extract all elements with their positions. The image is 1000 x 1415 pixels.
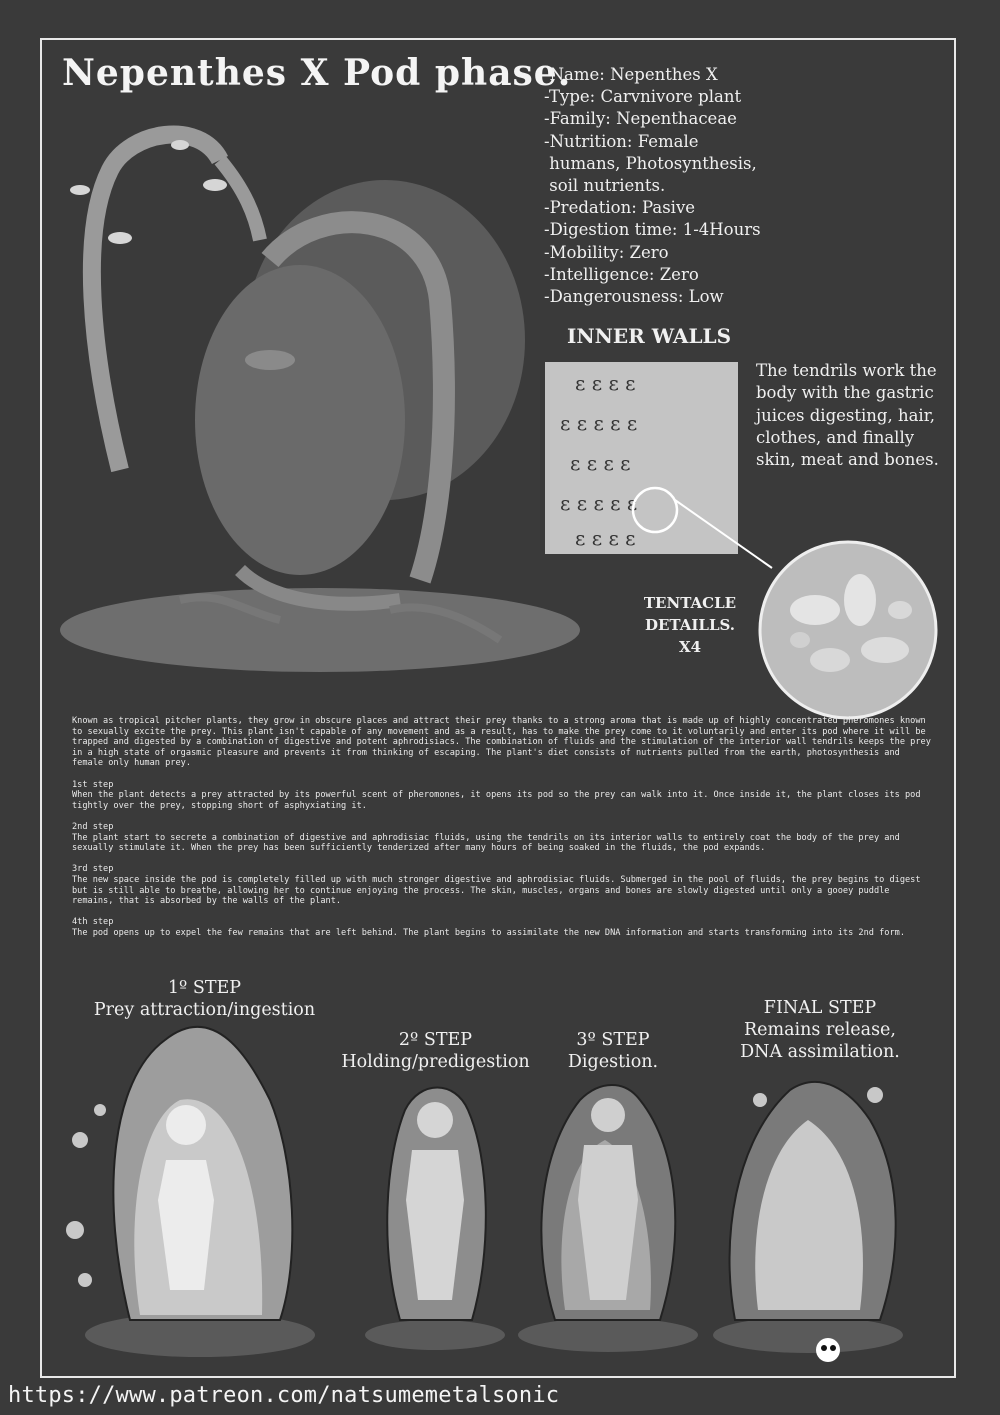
step-heading: 3rd step — [72, 864, 114, 875]
stage-3-label — [548, 1029, 678, 1073]
info-line: -Intelligence: Zero — [544, 264, 699, 284]
stage-label-line: DNA assimilation. — [740, 1042, 900, 1062]
step-text: The pod opens up to expel the few remains that are left behind. The plant begins to assimilate the new DNA information and starts transforming into its 2nd form. — [72, 927, 905, 938]
stage-label-line: 1º STEP — [167, 978, 242, 998]
stage-label-line: 3º STEP — [576, 1030, 650, 1050]
info-line: -Family: Nepenthaceae — [544, 109, 737, 129]
step-paragraph — [72, 822, 934, 854]
stage-2-illustration — [365, 1088, 505, 1351]
svg-text:ε ε ε ε: ε ε ε ε — [570, 451, 631, 475]
intro-paragraph: Known as tropical pitcher plants, they grow in obscure places and attract their prey thanks to a strong aroma that is made up of highly concentrated pheromones known to sexually excite the prey. This plant isn't capable of any movement and as a result, has to make the prey come to it voluntarily and enter its pod where it will be trapped and digested by a combination of digestive and potent aphrodisiacs. The combination of fluids and the stimulation of the interior wall tendrils keeps the prey in a high state of orgasmic pleasure and prevents it from thinking of escaping. The plant's diet consists of nutrients pulled from the earth, photosynthesis and female only human prey. — [72, 716, 931, 769]
tentacle-label-line: DETAILLS. — [644, 616, 736, 634]
stage-label-line: Holding/predigestion — [341, 1052, 530, 1072]
tentacle-details-label — [620, 592, 760, 658]
svg-text:ε ε ε ε: ε ε ε ε — [575, 526, 636, 550]
page-title: Nepenthes X Pod phase. — [62, 52, 572, 94]
pod-front — [195, 265, 405, 575]
skull-icon — [816, 1338, 840, 1362]
vine-leaf — [203, 179, 227, 191]
stage-label-line: Prey attraction/ingestion — [93, 1000, 316, 1020]
svg-text:ε ε ε ε ε: ε ε ε ε ε — [560, 411, 638, 435]
stage-label-line: FINAL STEP — [763, 998, 877, 1018]
pod-illustration — [60, 135, 580, 672]
tentacle-zoom — [760, 542, 936, 718]
step-text: The new space inside the pod is completely filled up with much stronger digestive and aphrodisiac fluids. Submerged in the pool of fluids, the prey begins to digest but is still able to breathe, allowing her to continue enjoying the process. The skin, muscles, organs and bones are slowly digested until only a gooey puddle remains, that is absorbed by the walls of the plant. — [72, 874, 921, 907]
svg-text:ε ε ε ε: ε ε ε ε — [575, 371, 636, 395]
stage-label-line: Remains release, — [744, 1020, 896, 1040]
step-paragraph — [72, 917, 934, 938]
info-line: humans, Photosynthesis, — [544, 153, 757, 173]
info-line: -Predation: Pasive — [544, 198, 696, 218]
inner-walls-title: INNER WALLS — [567, 324, 732, 348]
vine-leaf — [171, 140, 189, 150]
tentacle-label-line: X4 — [678, 638, 702, 656]
inner-walls-description: The tendrils work the body with the gastric juices digesting, hair, clothes, and finally skin, meat and bones. — [756, 361, 939, 470]
stage-3-illustration — [518, 1085, 698, 1352]
stage-label-line: Digestion. — [567, 1052, 659, 1072]
step-heading: 4th step — [72, 917, 114, 928]
step-heading: 1st step — [72, 779, 114, 790]
vine-leaf — [70, 185, 90, 195]
info-line: -Digestion time: 1-4Hours — [544, 220, 761, 240]
vine-stem-top — [220, 160, 260, 240]
step-text: The plant start to secrete a combination of digestive and aphrodisiac fluids, using the tendrils on its interior walls to entirely coat the body of the prey and sexually stimulate it. When the prey has been sufficiently tenderized after many hours of being soaked in the fluids, the pod expands. — [72, 832, 900, 854]
final-stage-label — [720, 997, 920, 1063]
stage-1-illustration — [66, 1027, 315, 1357]
info-line: -Type: Carvnivore plant — [544, 87, 742, 107]
final-stage-illustration — [713, 1082, 903, 1362]
info-line: -Dangerousness: Low — [544, 287, 724, 307]
step-paragraph — [72, 780, 934, 812]
info-line: -Mobility: Zero — [544, 242, 669, 262]
info-sheet — [544, 64, 761, 308]
info-line: -Name: Nepenthes X — [544, 65, 718, 84]
step-heading: 2nd step — [72, 821, 114, 832]
inner-walls-texture — [545, 362, 772, 568]
tentacle-label-line: TENTACLE — [643, 594, 737, 612]
stage-2-label — [333, 1029, 538, 1073]
vine-leaf — [108, 232, 132, 244]
stage-label-line: 2º STEP — [398, 1030, 473, 1050]
step-text: When the plant detects a prey attracted by its powerful scent of pheromones, it opens its pod so the prey can walk into it. Once inside it, the plant closes its pod tightly over the prey, stopping short of asphyxiating it. — [72, 790, 921, 811]
svg-text:ε ε ε ε ε: ε ε ε ε ε — [560, 491, 638, 515]
info-line: -Nutrition: Female — [544, 131, 699, 151]
info-line: soil nutrients. — [544, 176, 666, 196]
patreon-link[interactable]: https://www.patreon.com/natsumemetalsonic — [8, 1383, 560, 1408]
stage-1-label — [72, 977, 337, 1021]
step-paragraph — [72, 864, 934, 906]
description-block — [72, 716, 934, 949]
